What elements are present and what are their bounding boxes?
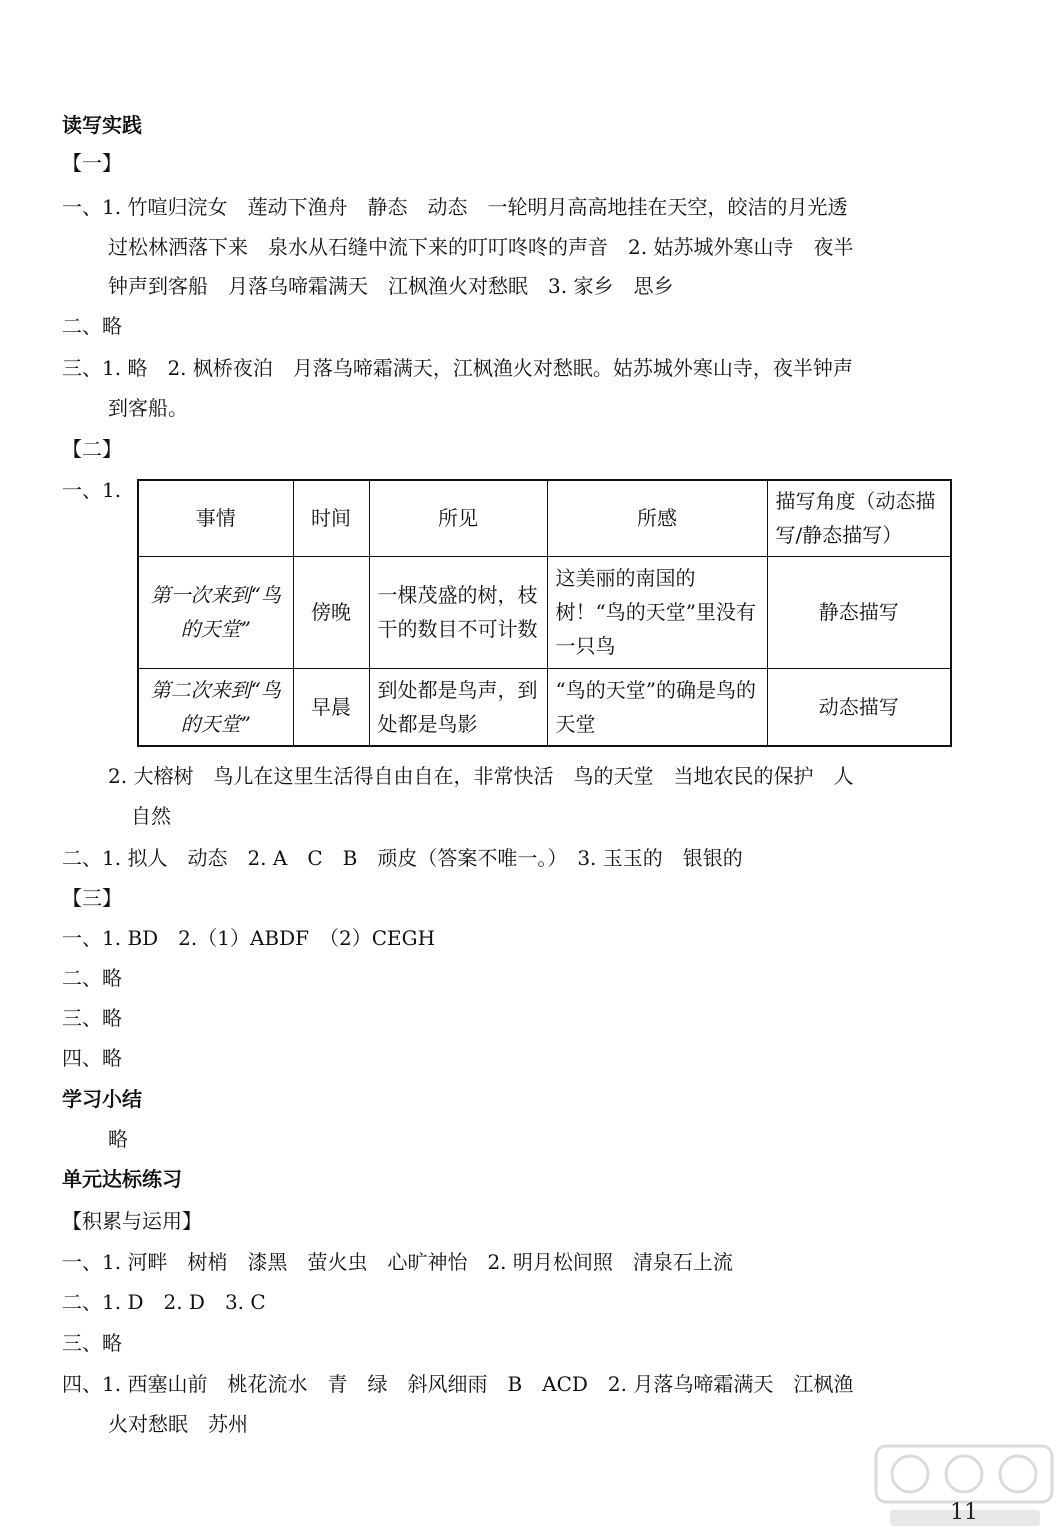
table-row bbox=[138, 556, 951, 668]
answer-line: 四、1. 西塞山前 桃花流水 青 绿 斜风细雨 B ACD 2. 月落乌啼霜满天 江枫渔 bbox=[62, 1372, 854, 1396]
answer-line: 自然 bbox=[131, 804, 171, 828]
answer-line: 三、1. 略 2. 枫桥夜泊 月落乌啼霜满天，江枫渔火对愁眠。姑苏城外寒山寺，夜半钟声 bbox=[62, 356, 853, 380]
table-cell: 傍晚 bbox=[293, 556, 369, 668]
table-cell: “鸟的天堂”的确是鸟的天堂 bbox=[547, 668, 767, 746]
table-header: 描写角度（动态描写/静态描写） bbox=[767, 480, 951, 556]
table-header: 事情 bbox=[138, 480, 293, 556]
page-number: 11 bbox=[950, 1500, 978, 1525]
table-row bbox=[138, 668, 951, 746]
answer-line: 二、略 bbox=[62, 966, 122, 990]
table-header-row bbox=[138, 480, 951, 556]
section-title-reading-writing: 读写实践 bbox=[62, 113, 142, 137]
answer-line: 过松林洒落下来 泉水从石缝中流下来的叮叮咚咚的声音 2. 姑苏城外寒山寺 夜半 bbox=[108, 235, 854, 259]
table-header: 时间 bbox=[293, 480, 369, 556]
table-cell: 静态描写 bbox=[767, 556, 951, 668]
answer-line: 一、1. 河畔 树梢 漆黑 萤火虫 心旷神怡 2. 明月松间照 清泉石上流 bbox=[62, 1250, 733, 1274]
answer-line: 二、略 bbox=[62, 314, 122, 338]
table-cell: 动态描写 bbox=[767, 668, 951, 746]
table-header: 所感 bbox=[547, 480, 767, 556]
answer-line: 四、略 bbox=[62, 1046, 122, 1070]
answer-line: 2. 大榕树 鸟儿在这里生活得自由自在，非常快活 鸟的天堂 当地农民的保护 人 bbox=[108, 764, 854, 788]
table-cell: 第一次来到“鸟的天堂” bbox=[138, 556, 293, 668]
table-header: 所见 bbox=[369, 480, 547, 556]
answer-line: 火对愁眠 苏州 bbox=[108, 1412, 248, 1436]
section-title-unit-practice: 单元达标练习 bbox=[62, 1167, 182, 1191]
block-label-3: 【三】 bbox=[62, 886, 122, 910]
answer-line: 二、1. D 2. D 3. C bbox=[62, 1290, 266, 1314]
answer-line: 三、略 bbox=[62, 1006, 122, 1030]
table-cell: 早晨 bbox=[293, 668, 369, 746]
answer-prefix: 一、1. bbox=[62, 478, 122, 502]
answer-line: 一、1. BD 2.（1）ABDF （2）CEGH bbox=[62, 926, 436, 950]
table-cell: 一棵茂盛的树，枝干的数目不可计数 bbox=[369, 556, 547, 668]
table-cell: 第二次来到“鸟的天堂” bbox=[138, 668, 293, 746]
block-label-4: 【积累与运用】 bbox=[62, 1209, 202, 1233]
section-title-summary: 学习小结 bbox=[62, 1087, 142, 1111]
answer-line: 二、1. 拟人 动态 2. A C B 顽皮（答案不唯一。） 3. 玉玉的 银银的 bbox=[62, 846, 743, 870]
table-cell: 到处都是鸟声，到处都是鸟影 bbox=[369, 668, 547, 746]
answer-line: 一、1. 竹喧归浣女 莲动下渔舟 静态 动态 一轮明月高高地挂在天空，皎洁的月光透 bbox=[62, 195, 848, 219]
answer-line: 三、略 bbox=[62, 1331, 122, 1355]
answer-line: 钟声到客船 月落乌啼霜满天 江枫渔火对愁眠 3. 家乡 思乡 bbox=[108, 274, 674, 298]
answer-table bbox=[137, 479, 952, 747]
block-label-2: 【二】 bbox=[62, 437, 122, 461]
block-label-1: 【一】 bbox=[62, 151, 122, 175]
table-cell: 这美丽的南国的树！“鸟的天堂”里没有一只鸟 bbox=[547, 556, 767, 668]
answer-line: 到客船。 bbox=[108, 396, 188, 420]
answer-line: 略 bbox=[108, 1127, 128, 1151]
